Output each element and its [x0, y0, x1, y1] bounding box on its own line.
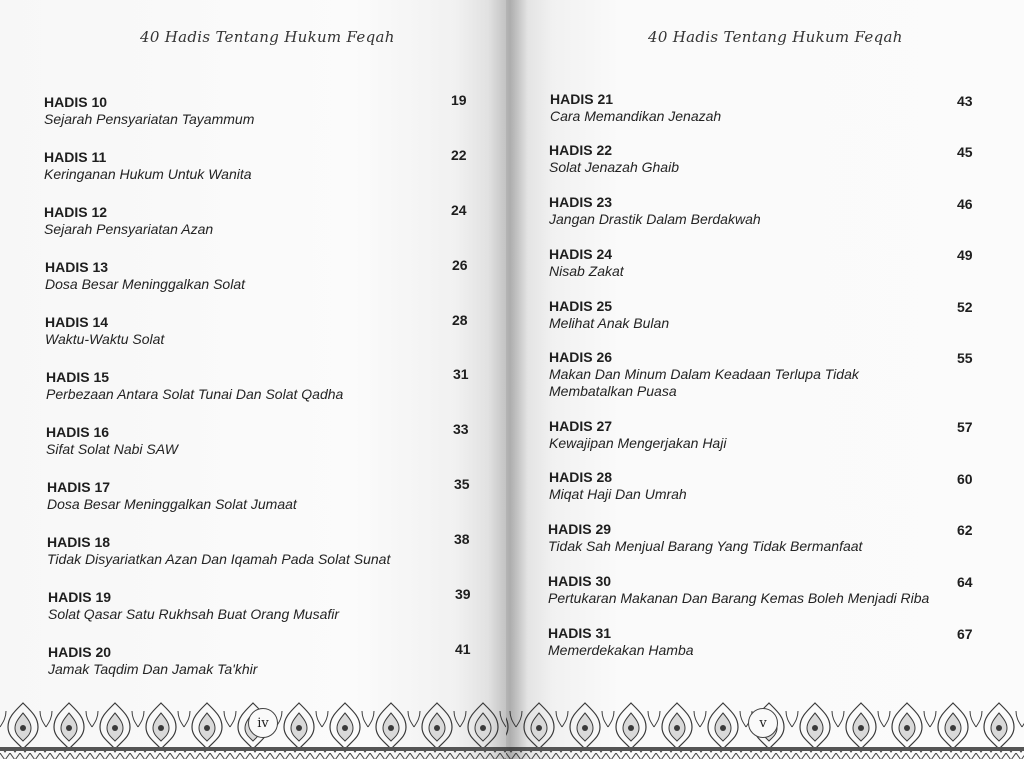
- hadis-title: Nisab Zakat: [549, 263, 624, 279]
- hadis-number: HADIS 30: [548, 573, 612, 589]
- hadis-number: HADIS 31: [548, 625, 612, 641]
- hadis-title: Dosa Besar Meninggalkan Solat Jumaat: [47, 496, 297, 512]
- hadis-number: HADIS 16: [46, 424, 110, 440]
- toc-entry: [45, 314, 164, 348]
- page-number: 45: [957, 144, 973, 160]
- hadis-number: HADIS 11: [44, 149, 107, 165]
- hadis-number: HADIS 14: [45, 314, 109, 330]
- hadis-title: Jamak Taqdim Dan Jamak Ta'khir: [48, 661, 258, 677]
- toc-entry: [548, 521, 862, 555]
- hadis-number: HADIS 28: [549, 469, 613, 485]
- hadis-number: HADIS 21: [550, 91, 614, 107]
- page-number: 49: [957, 247, 973, 263]
- page-number: 22: [451, 147, 467, 163]
- hadis-title: Cara Memandikan Jenazah: [550, 108, 722, 124]
- hadis-number: HADIS 10: [44, 94, 108, 110]
- hadis-title: Solat Jenazah Ghaib: [549, 159, 679, 175]
- page-number: 67: [957, 626, 973, 642]
- folio-left: iv: [248, 708, 278, 738]
- hadis-title: Solat Qasar Satu Rukhsah Buat Orang Musafir: [48, 606, 340, 622]
- hadis-title: Pertukaran Makanan Dan Barang Kemas Boleh Menjadi Riba: [548, 590, 930, 606]
- folio-right: v: [748, 708, 778, 738]
- toc-entry: [47, 479, 297, 513]
- page-number: 39: [455, 586, 471, 602]
- right-page: [506, 0, 1024, 759]
- toc-entry: [44, 94, 254, 128]
- page-number: 19: [451, 92, 467, 108]
- toc-entry: [549, 298, 669, 332]
- page-number: 31: [453, 366, 469, 382]
- toc-entry: [550, 91, 721, 125]
- page-number: 38: [454, 531, 470, 547]
- hadis-title: Jangan Drastik Dalam Berdakwah: [549, 211, 761, 227]
- hadis-number: HADIS 25: [549, 298, 613, 314]
- hadis-title: Sejarah Pensyariatan Tayammum: [44, 111, 255, 127]
- page-number: 46: [957, 196, 973, 212]
- hadis-number: HADIS 24: [549, 246, 613, 262]
- hadis-number: HADIS 12: [44, 204, 108, 220]
- hadis-title-continued: Membatalkan Puasa: [549, 383, 677, 399]
- toc-entry: [549, 142, 679, 176]
- toc-entry: [45, 259, 245, 293]
- toc-entry: [48, 644, 257, 678]
- toc-entry: [549, 418, 726, 452]
- hadis-number: HADIS 18: [47, 534, 111, 550]
- page-number: 24: [451, 202, 467, 218]
- toc-entry: [46, 424, 178, 458]
- toc-entry: [46, 369, 343, 403]
- page-number: 33: [453, 421, 469, 437]
- hadis-number: HADIS 17: [47, 479, 111, 495]
- hadis-number: HADIS 19: [48, 589, 112, 605]
- page-number: 35: [454, 476, 470, 492]
- hadis-title: Waktu-Waktu Solat: [45, 331, 165, 347]
- hadis-title: Melihat Anak Bulan: [549, 315, 670, 331]
- hadis-title: Sejarah Pensyariatan Azan: [44, 221, 214, 237]
- toc-entry: [548, 625, 694, 659]
- hadis-title: Makan Dan Minum Dalam Keadaan Terlupa Tidak: [549, 366, 859, 382]
- hadis-title: Perbezaan Antara Solat Tunai Dan Solat Qadha: [46, 386, 344, 402]
- page-number: 60: [957, 471, 973, 487]
- hadis-title: Memerdekakan Hamba: [548, 642, 694, 658]
- toc-entry: [47, 534, 390, 568]
- hadis-title: Keringanan Hukum Untuk Wanita: [44, 166, 252, 182]
- page-number: 64: [957, 574, 973, 590]
- hadis-title: Dosa Besar Meninggalkan Solat: [45, 276, 246, 292]
- running-head-right: 40 Hadis Tentang Hukum Feqah: [648, 28, 903, 46]
- toc-entry: [549, 246, 624, 280]
- toc-entry: [549, 194, 761, 228]
- toc-entry: [44, 204, 213, 238]
- hadis-title: Sifat Solat Nabi SAW: [46, 441, 179, 457]
- toc-entry: [48, 589, 339, 623]
- hadis-number: HADIS 26: [549, 349, 613, 365]
- page-number: 26: [452, 257, 468, 273]
- toc-entry: [548, 573, 929, 607]
- hadis-number: HADIS 27: [549, 418, 613, 434]
- page-number: 43: [957, 93, 973, 109]
- page-number: 28: [452, 312, 468, 328]
- page-number: 52: [957, 299, 973, 315]
- hadis-number: HADIS 22: [549, 142, 613, 158]
- toc-entry: [549, 469, 687, 503]
- hadis-number: HADIS 29: [548, 521, 612, 537]
- page-number: 57: [957, 419, 973, 435]
- hadis-title: Kewajipan Mengerjakan Haji: [549, 435, 727, 451]
- hadis-number: HADIS 20: [48, 644, 112, 660]
- hadis-number: HADIS 13: [45, 259, 109, 275]
- page-number: 55: [957, 350, 973, 366]
- hadis-title: Tidak Disyariatkan Azan Dan Iqamah Pada Solat Sunat: [47, 551, 391, 567]
- hadis-title: Tidak Sah Menjual Barang Yang Tidak Bermanfaat: [548, 538, 863, 554]
- toc-entry: [549, 349, 859, 400]
- hadis-number: HADIS 23: [549, 194, 613, 210]
- page-number: 62: [957, 522, 973, 538]
- toc-entry: [44, 149, 252, 183]
- page-number: 41: [455, 641, 471, 657]
- hadis-number: HADIS 15: [46, 369, 110, 385]
- hadis-title: Miqat Haji Dan Umrah: [549, 486, 687, 502]
- running-head-left: 40 Hadis Tentang Hukum Feqah: [140, 28, 395, 46]
- left-page: [0, 0, 506, 759]
